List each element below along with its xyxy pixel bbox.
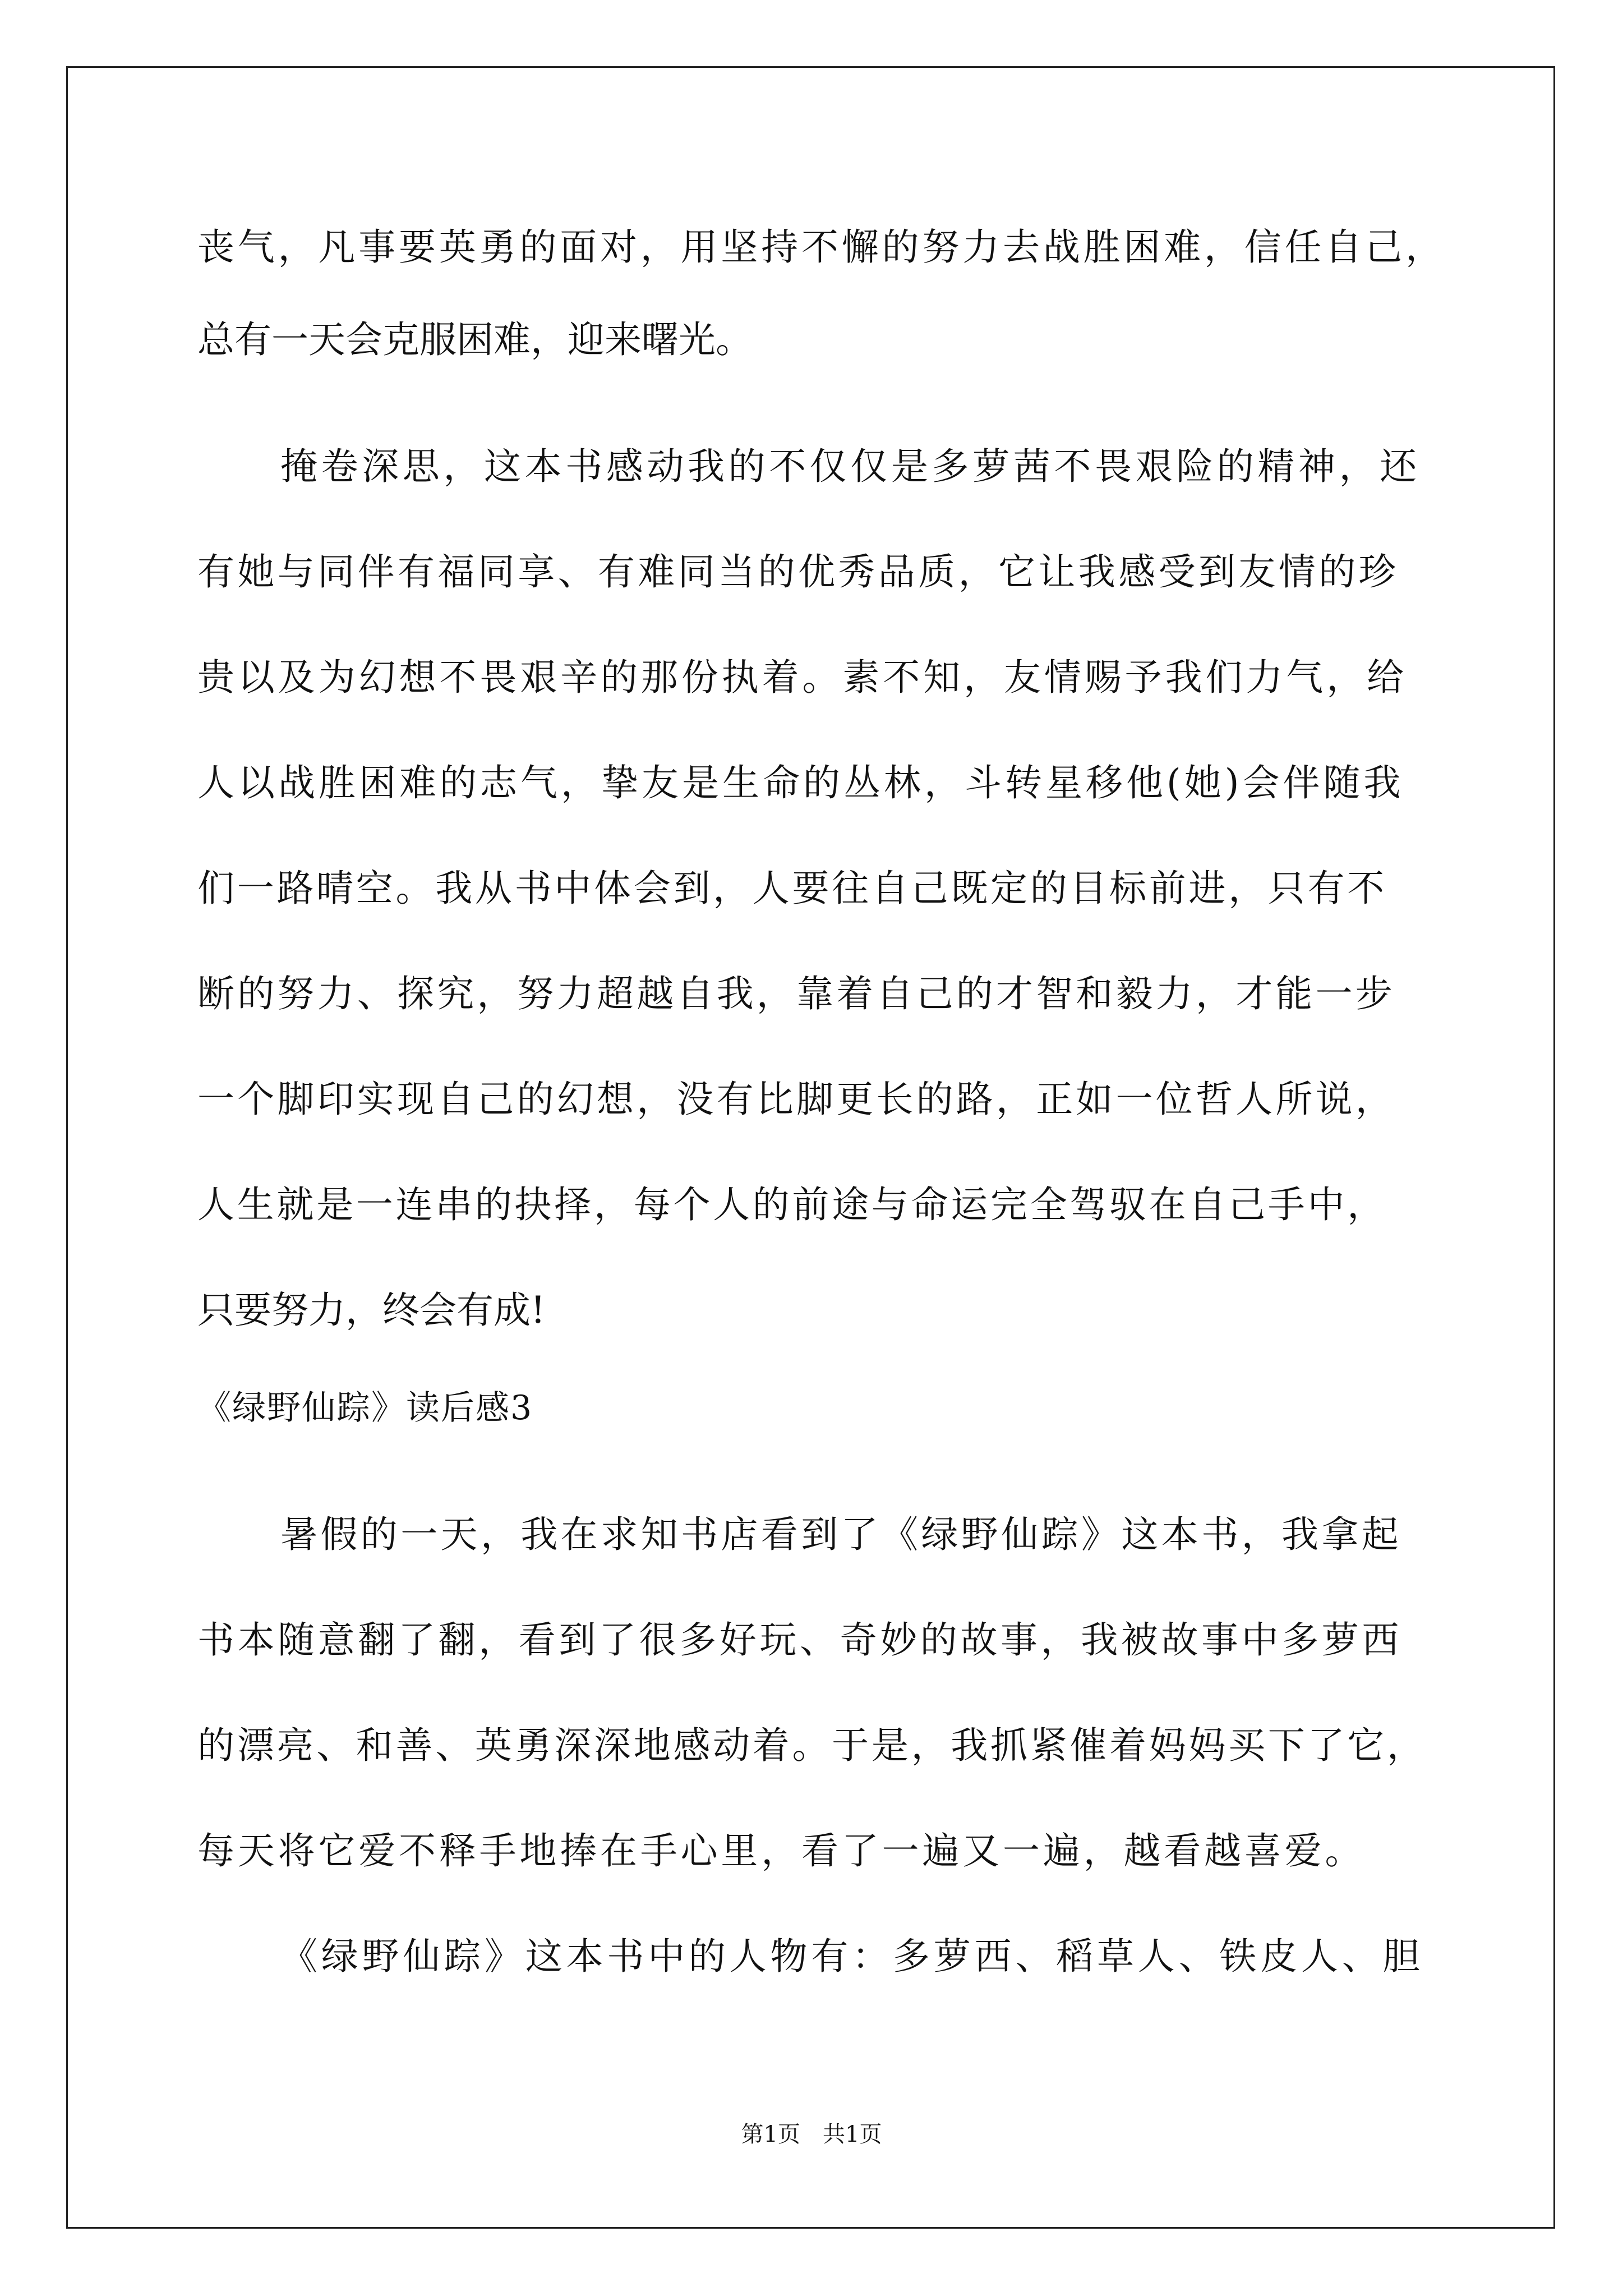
- paragraph-line: 《绿野仙踪》这本书中的人物有：多萝西、稻草人、铁皮人、胆: [280, 1935, 1424, 1978]
- page-border: [66, 66, 1555, 2229]
- paragraph-line: 们一路晴空。我从书中体会到，人要往自己既定的目标前进，只有不: [197, 867, 1387, 910]
- paragraph-line: 人以战胜困难的志气，挚友是生命的丛林，斗转星移他(她)会伴随我: [197, 761, 1404, 804]
- paragraph-line: 一个脚印实现自己的幻想，没有比脚更长的路，正如一位哲人所说，: [197, 1078, 1395, 1121]
- page-footer: [0, 2120, 1623, 2148]
- page-number: 第1页: [741, 2122, 800, 2147]
- paragraph-line: 书本随意翻了翻，看到了很多好玩、奇妙的故事，我被故事中多萝西: [197, 1618, 1402, 1662]
- paragraph-line: 丧气，凡事要英勇的面对，用坚持不懈的努力去战胜困难，信任自己，: [197, 226, 1446, 269]
- paragraph-line: 的漂亮、和善、英勇深深地感动着。于是，我抓紧催着妈妈买下了它，: [197, 1724, 1427, 1767]
- paragraph-line: 有她与同伴有福同享、有难同当的优秀品质，它让我感受到友情的珍: [197, 550, 1399, 593]
- paragraph-line: 人生就是一连串的抉择，每个人的前途与命运完全驾驭在自己手中，: [197, 1183, 1387, 1226]
- page-total: 共1页: [823, 2122, 882, 2147]
- section-heading: 《绿野仙踪》读后感3: [197, 1388, 533, 1428]
- paragraph-line: 断的努力、探究，努力超越自我，靠着自己的才智和毅力，才能一步: [197, 972, 1395, 1015]
- paragraph-line: 总有一天会克服困难，迎来曙光。: [197, 318, 753, 361]
- paragraph-line: 掩卷深思，这本书感动我的不仅仅是多萝茜不畏艰险的精神，还: [280, 445, 1421, 488]
- paragraph-line: 暑假的一天，我在求知书店看到了《绿野仙踪》这本书，我拿起: [280, 1513, 1402, 1556]
- paragraph-line: 只要努力，终会有成!: [197, 1289, 546, 1332]
- paragraph-line: 每天将它爱不释手地捧在手心里，看了一遍又一遍，越看越喜爱。: [197, 1829, 1366, 1872]
- paragraph-line: 贵以及为幻想不畏艰辛的那份执着。素不知，友情赐予我们力气，给: [197, 656, 1407, 699]
